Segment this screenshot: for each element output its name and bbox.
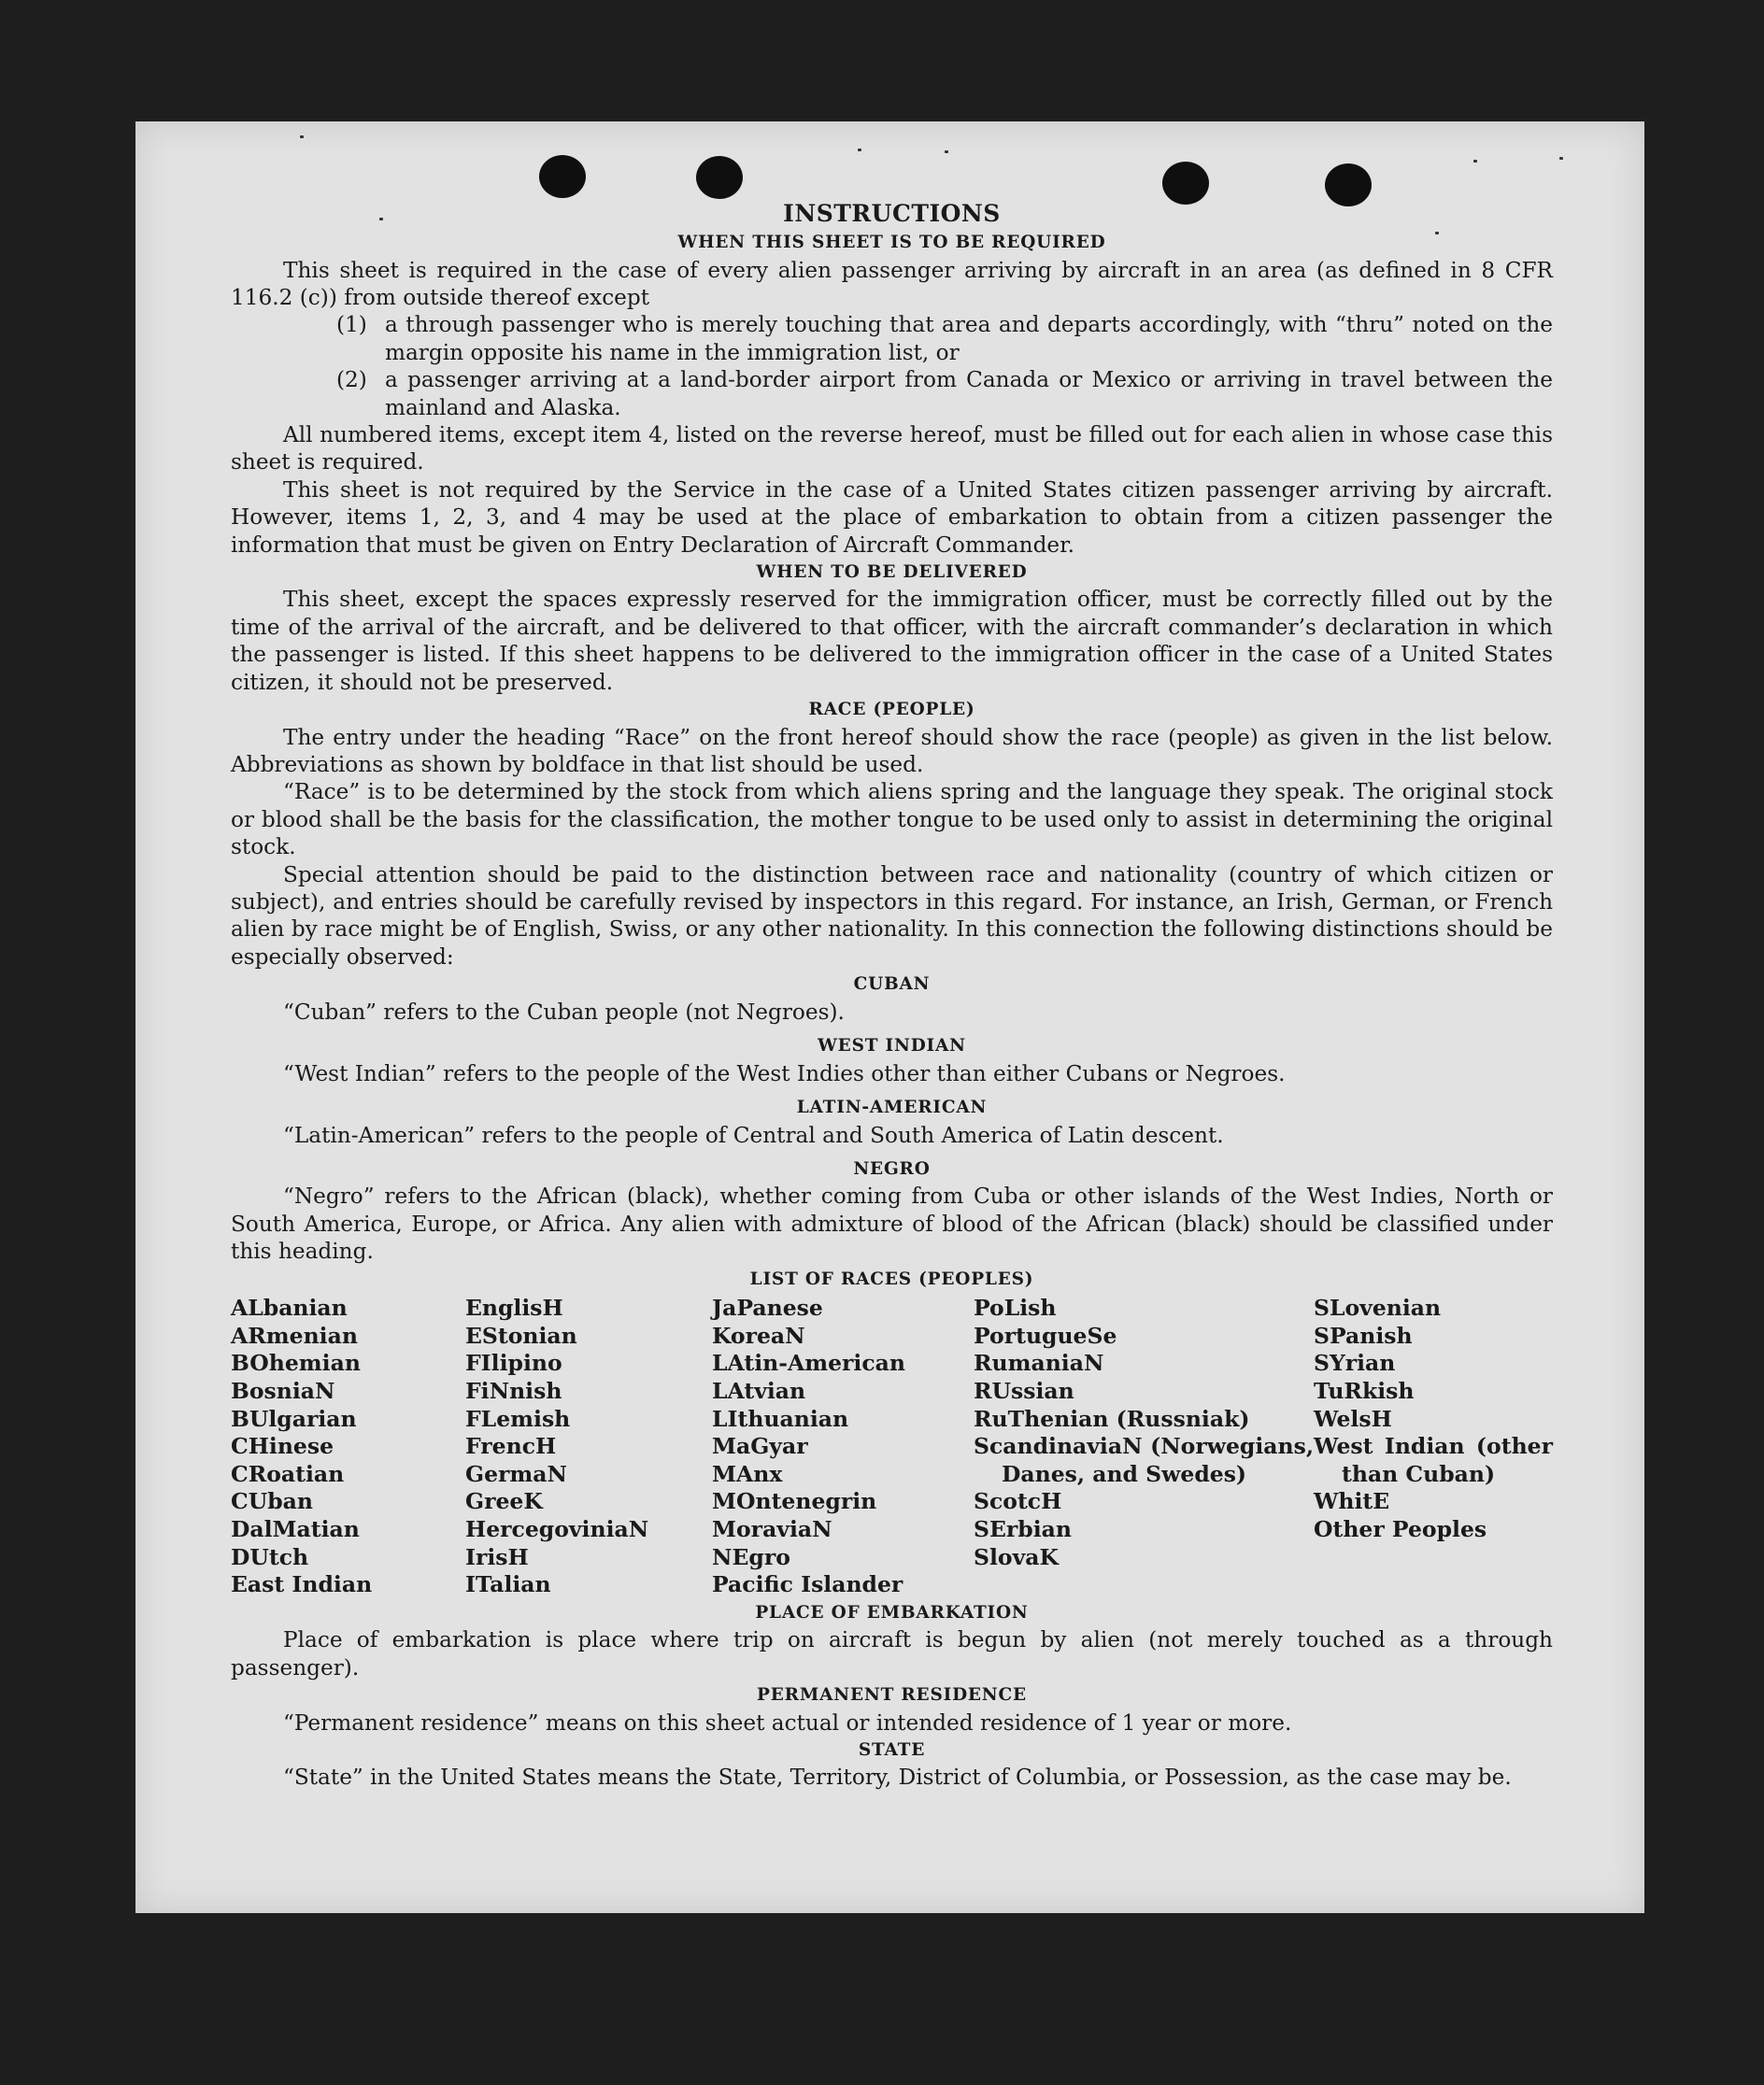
race-entry: MaGyar: [712, 1433, 808, 1460]
races-column: [1314, 1295, 1553, 1599]
race-entry: MOntenegrin: [712, 1488, 877, 1515]
race-entry: LAtin-American: [712, 1350, 905, 1377]
races-column: [465, 1295, 712, 1599]
race-entry: WhitE: [1314, 1488, 1390, 1515]
section-heading: RACE (PEOPLE): [808, 700, 975, 720]
race-entry: JaPanese: [712, 1295, 823, 1322]
race-entry: West Indian (other than Cuban): [1314, 1433, 1553, 1487]
paragraph: “State” in the United States means the State, Territory, District of Columbia, or Possession, as the case may be.: [283, 1765, 1512, 1791]
punch-hole: [539, 155, 586, 198]
paragraph: “Latin-American” refers to the people of Central and South America of Latin descent.: [283, 1122, 1224, 1148]
speck: [1559, 157, 1563, 160]
race-entry: MAnx: [712, 1460, 783, 1487]
race-entry: CRoatian: [231, 1460, 345, 1487]
paragraph: All numbered items, except item 4, listed on the reverse hereof, must be filled out for each alien in whose case this sheet is required.: [231, 421, 1553, 475]
paragraph: This sheet, except the spaces expressly reserved for the immigration officer, must be correctly filled out by the time of the arrival of the aircraft, and be delivered to that officer, with the aircraft commander’s declaration in which the passenger is listed. If this sheet happens to be delivered to the immigration officer in the case of a United States citizen, it should not be preserved.: [231, 587, 1553, 695]
race-entry: SLovenian: [1314, 1295, 1442, 1322]
exception-item: [336, 311, 1553, 366]
item-text: a passenger arriving at a land-border airport from Canada or Mexico or arriving in travel between the mainland and Alaska.: [385, 367, 1553, 420]
instructions-content: [231, 199, 1553, 1792]
paragraph: “Permanent residence” means on this sheet actual or intended residence of 1 year or more.: [283, 1709, 1292, 1736]
race-entry: MoraviaN: [712, 1515, 832, 1542]
race-entry: PortugueSe: [974, 1322, 1117, 1349]
speck: [300, 135, 304, 138]
race-entry: ALbanian: [231, 1295, 348, 1322]
race-entry: EnglisH: [465, 1295, 563, 1322]
race-entry: ITalian: [465, 1571, 551, 1598]
race-entry: WelsH: [1314, 1405, 1392, 1432]
exception-item: [336, 366, 1553, 421]
race-entry: CUban: [231, 1488, 313, 1515]
race-entry: DUtch: [231, 1543, 309, 1570]
section-heading: WEST INDIAN: [818, 1036, 966, 1057]
race-entry: FIlipino: [465, 1350, 562, 1377]
section-heading: WHEN TO BE DELIVERED: [756, 561, 1028, 582]
section-heading: PLACE OF EMBARKATION: [755, 1602, 1029, 1623]
race-entry: RuThenian (Russniak): [974, 1405, 1250, 1432]
race-entry: EStonian: [465, 1322, 577, 1349]
punch-hole: [696, 156, 743, 199]
race-entry: Pacific Islander: [712, 1571, 903, 1598]
race-entry: KoreaN: [712, 1322, 805, 1349]
speck: [858, 149, 861, 151]
race-entry: SYrian: [1314, 1350, 1396, 1377]
race-entry: RumaniaN: [974, 1350, 1104, 1377]
race-entry: CHinese: [231, 1433, 334, 1460]
races-column: [974, 1295, 1314, 1599]
race-entry: Other Peoples: [1314, 1515, 1487, 1542]
speck: [1473, 160, 1477, 163]
speck: [945, 150, 948, 153]
race-entry: BUlgarian: [231, 1405, 357, 1432]
race-entry: ScandinaviaN (Norwegians, Danes, and Swedes): [974, 1433, 1314, 1487]
race-entry: TuRkish: [1314, 1377, 1415, 1404]
races-list: [231, 1295, 1553, 1599]
race-entry: BosniaN: [231, 1377, 335, 1404]
race-entry: RUssian: [974, 1377, 1074, 1404]
races-column: [712, 1295, 974, 1599]
paragraph: “Cuban” refers to the Cuban people (not Negroes).: [283, 999, 845, 1025]
item-number: (2): [336, 367, 367, 393]
race-entry: HercegoviniaN: [465, 1515, 649, 1542]
race-entry: ARmenian: [231, 1322, 358, 1349]
races-column: [231, 1295, 465, 1599]
paragraph: “Negro” refers to the African (black), whether coming from Cuba or other islands of the West Indies, North or South America, Europe, or Africa. Any alien with admixture of blood of the African (black) should be classified under this heading.: [231, 1184, 1553, 1265]
race-entry: FrencH: [465, 1433, 557, 1460]
race-entry: SErbian: [974, 1515, 1072, 1542]
race-entry: GreeK: [465, 1488, 543, 1515]
section-heading: WHEN THIS SHEET IS TO BE REQUIRED: [677, 233, 1106, 252]
race-entry: PoLish: [974, 1295, 1057, 1322]
section-heading: STATE: [858, 1739, 926, 1760]
race-entry: East Indian: [231, 1571, 373, 1598]
race-entry: FLemish: [465, 1405, 571, 1432]
race-entry: GermaN: [465, 1460, 567, 1487]
section-heading: NEGRO: [853, 1158, 931, 1179]
section-heading: PERMANENT RESIDENCE: [757, 1685, 1027, 1706]
section-heading: LATIN-AMERICAN: [796, 1098, 988, 1118]
paragraph: Special attention should be paid to the distinction between race and nationality (country of which citizen or subject), and entries should be carefully revised by inspectors in this regard. For instance, an Irish, German, or French alien by race might be of English, Swiss, or any other nationality. In this connection the following distinctions should be especially observed:: [231, 861, 1553, 970]
race-entry: FiNnish: [465, 1377, 562, 1404]
section-heading: LIST OF RACES (PEOPLES): [749, 1269, 1034, 1289]
item-text: a through passenger who is merely touching that area and departs accordingly, with “thru” noted on the margin opposite his name in the immigration list, or: [385, 312, 1553, 365]
paragraph: “West Indian” refers to the people of the West Indies other than either Cubans or Negroes.: [283, 1060, 1286, 1086]
race-entry: ScotcH: [974, 1488, 1062, 1515]
item-number: (1): [336, 312, 367, 338]
paragraph: The entry under the heading “Race” on the front hereof should show the race (people) as given in the list below. Abbreviations as shown by boldface in that list should be used.: [231, 724, 1553, 777]
section-heading: CUBAN: [853, 974, 931, 995]
race-entry: SlovaK: [974, 1543, 1059, 1570]
race-entry: BOhemian: [231, 1350, 361, 1377]
race-entry: DalMatian: [231, 1515, 360, 1542]
paragraph: This sheet is not required by the Service in the case of a United States citizen passenger arriving by aircraft. However, items 1, 2, 3, and 4 may be used at the place of embarkation to obtain from a citizen passenger the information that must be given on Entry Declaration of Aircraft Commander.: [231, 476, 1553, 558]
race-entry: IrisH: [465, 1543, 529, 1570]
race-entry: SPanish: [1314, 1322, 1413, 1349]
race-entry: LIthuanian: [712, 1405, 849, 1432]
paragraph: Place of embarkation is place where trip on aircraft is begun by alien (not merely touched as a through passenger).: [231, 1627, 1553, 1681]
race-entry: LAtvian: [712, 1377, 806, 1404]
document-sheet: [135, 121, 1644, 1913]
race-entry: NEgro: [712, 1543, 790, 1570]
page-title: INSTRUCTIONS: [783, 200, 1001, 227]
paragraph: This sheet is required in the case of every alien passenger arriving by aircraft in an area (as defined in 8 CFR 116.2 (c)) from outside thereof except: [231, 257, 1553, 310]
paragraph: “Race” is to be determined by the stock from which aliens spring and the language they speak. The original stock or blood shall be the basis for the classification, the mother tongue to be used only to assist in determining the original stock.: [231, 779, 1553, 860]
